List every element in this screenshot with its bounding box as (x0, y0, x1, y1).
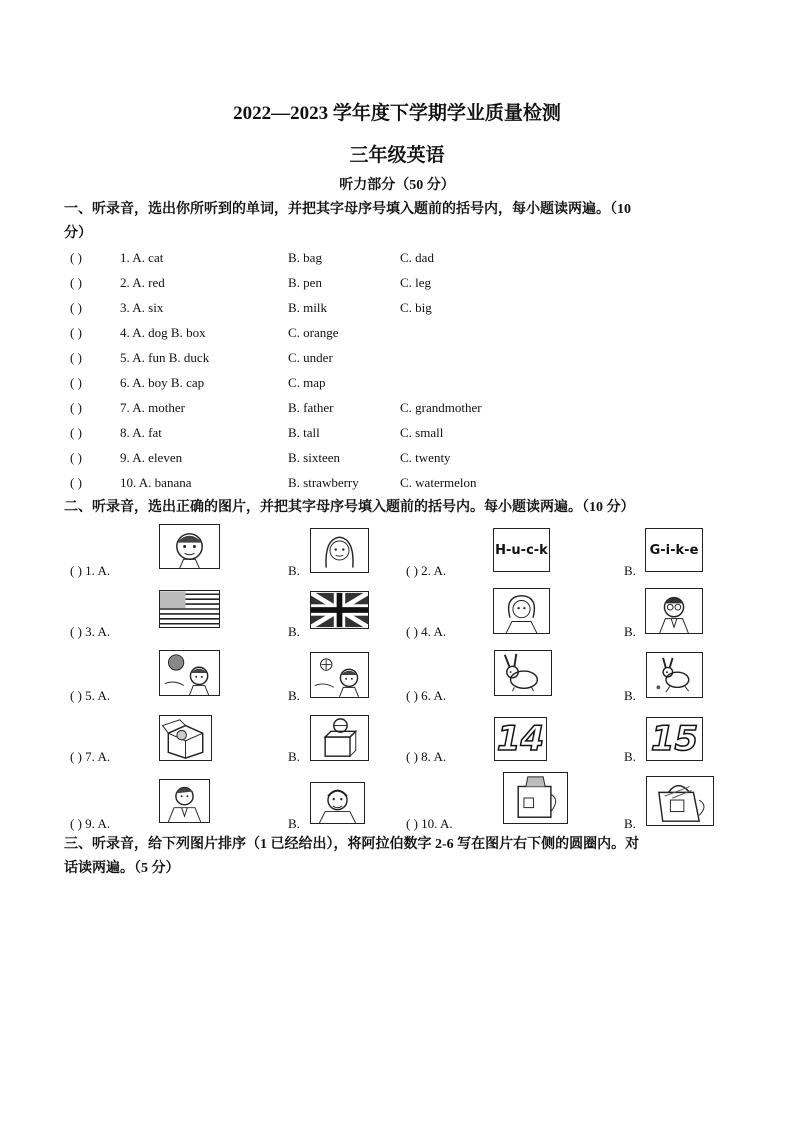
option-b: B. strawberry (288, 475, 359, 490)
boy-with-ball-icon (310, 652, 369, 698)
option-a: 7. A. mother (120, 400, 185, 415)
answer-blank[interactable]: ( ) (70, 425, 82, 440)
question-label-right[interactable]: ( ) 6. A. (406, 688, 447, 703)
question-label-left[interactable]: ( ) 7. A. (70, 749, 111, 764)
question-label-left[interactable]: ( ) 1. A. (70, 563, 111, 578)
option-b-label-right: B. (624, 563, 636, 578)
section2-instruction: 二、听录音，选出正确的图片，并把其字母序号填入题前的括号内。每小题读两遍。（10 分） (64, 500, 635, 515)
section1-instruction (64, 198, 730, 246)
option-c: C. leg (400, 275, 432, 290)
answer-blank[interactable]: ( ) (70, 400, 82, 415)
option-c: C. big (400, 300, 432, 315)
schoolbag-icon (646, 776, 714, 826)
option-b-label-right: B. (624, 624, 636, 639)
number-14-icon (494, 717, 547, 761)
section3-instruction (64, 833, 730, 881)
option-a: 3. A. six (120, 300, 164, 315)
option-c: C. watermelon (400, 475, 477, 490)
section3-instruction-line2: 话读两遍。（5 分） (64, 861, 180, 876)
answer-blank[interactable]: ( ) (70, 275, 82, 290)
question-label-left[interactable]: ( ) 9. A. (70, 816, 111, 831)
boy-with-ball-icon (159, 650, 220, 696)
option-a: 10. A. banana (120, 475, 192, 490)
option-a: 2. A. red (120, 275, 165, 290)
option-b-label-left: B. (288, 688, 300, 703)
section3-instruction-line1: 三、听录音，给下列图片排序（1 已经给出），将阿拉伯数字 2-6 写在图片右下侧的圆圈内。对 (64, 837, 640, 852)
answer-blank[interactable]: ( ) (70, 375, 82, 390)
question-label-left[interactable]: ( ) 5. A. (70, 688, 111, 703)
girl-face-icon (310, 528, 369, 573)
answer-blank[interactable]: ( ) (70, 250, 82, 265)
option-b: C. orange (288, 325, 339, 340)
option-b-label-left: B. (288, 624, 300, 639)
question-label-right[interactable]: ( ) 2. A. (406, 563, 447, 578)
option-b: B. milk (288, 300, 328, 315)
number-14-text: 14 (496, 719, 545, 759)
option-c: C. grandmother (400, 400, 482, 415)
option-b-label-left: B. (288, 816, 300, 831)
answer-blank[interactable]: ( ) (70, 325, 82, 340)
option-b-label-left: B. (288, 563, 300, 578)
section1-instruction-line1: 一、听录音，选出你所听到的单词，并把其字母序号填入题前的括号内，每小题读两遍。（10 (64, 202, 631, 217)
option-a: 9. A. eleven (120, 450, 183, 465)
exam-subtitle: 三年级英语 (349, 145, 445, 166)
option-a: 6. A. boy B. cap (120, 375, 205, 390)
option-b-label-right: B. (624, 749, 636, 764)
option-b-label-right: B. (624, 816, 636, 831)
schoolbag-icon (503, 772, 568, 824)
old-man-icon (310, 782, 365, 824)
question-label-right[interactable]: ( ) 10. A. (406, 816, 453, 831)
option-a: 8. A. fat (120, 425, 162, 440)
option-a: 1. A. cat (120, 250, 164, 265)
option-b: B. tall (288, 425, 320, 440)
answer-blank[interactable]: ( ) (70, 475, 82, 490)
answer-blank[interactable]: ( ) (70, 300, 82, 315)
rabbit-icon (494, 650, 552, 696)
option-b: B. sixteen (288, 450, 340, 465)
option-b-label-left: B. (288, 749, 300, 764)
number-15-text: 15 (650, 719, 699, 759)
option-a: 5. A. fun B. duck (120, 350, 210, 365)
boy-face-icon (159, 524, 220, 569)
option-b: B. father (288, 400, 334, 415)
rabbit-icon (646, 652, 703, 698)
name-card-huck-text: H-u-c-k (495, 542, 548, 558)
man-portrait-icon (159, 779, 210, 823)
option-b: B. bag (288, 250, 322, 265)
option-c: C. dad (400, 250, 434, 265)
answer-blank[interactable]: ( ) (70, 450, 82, 465)
box-with-ball-icon (310, 715, 369, 761)
option-a: 4. A. dog B. box (120, 325, 206, 340)
man-with-glasses-icon (645, 588, 703, 634)
answer-blank[interactable]: ( ) (70, 350, 82, 365)
uk-flag-icon (310, 591, 369, 629)
woman-portrait-icon (493, 588, 550, 634)
option-c: C. twenty (400, 450, 451, 465)
part-title: 听力部分（50 分） (339, 178, 455, 193)
question-label-left[interactable]: ( ) 3. A. (70, 624, 111, 639)
exam-title: 2022—2023 学年度下学期学业质量检测 (233, 103, 561, 124)
option-b: B. pen (288, 275, 322, 290)
option-b: C. under (288, 350, 333, 365)
name-card-gike (645, 528, 703, 572)
option-b-label-right: B. (624, 688, 636, 703)
box-icon (159, 715, 212, 761)
usa-flag-icon (159, 590, 220, 628)
number-15-icon (646, 717, 703, 761)
section1-instruction-line2: 分） (64, 226, 92, 241)
option-b: C. map (288, 375, 326, 390)
question-label-right[interactable]: ( ) 4. A. (406, 624, 447, 639)
question-label-right[interactable]: ( ) 8. A. (406, 749, 447, 764)
name-card-gike-text: G-i-k-e (649, 542, 699, 558)
name-card-huck (493, 528, 550, 572)
option-c: C. small (400, 425, 444, 440)
